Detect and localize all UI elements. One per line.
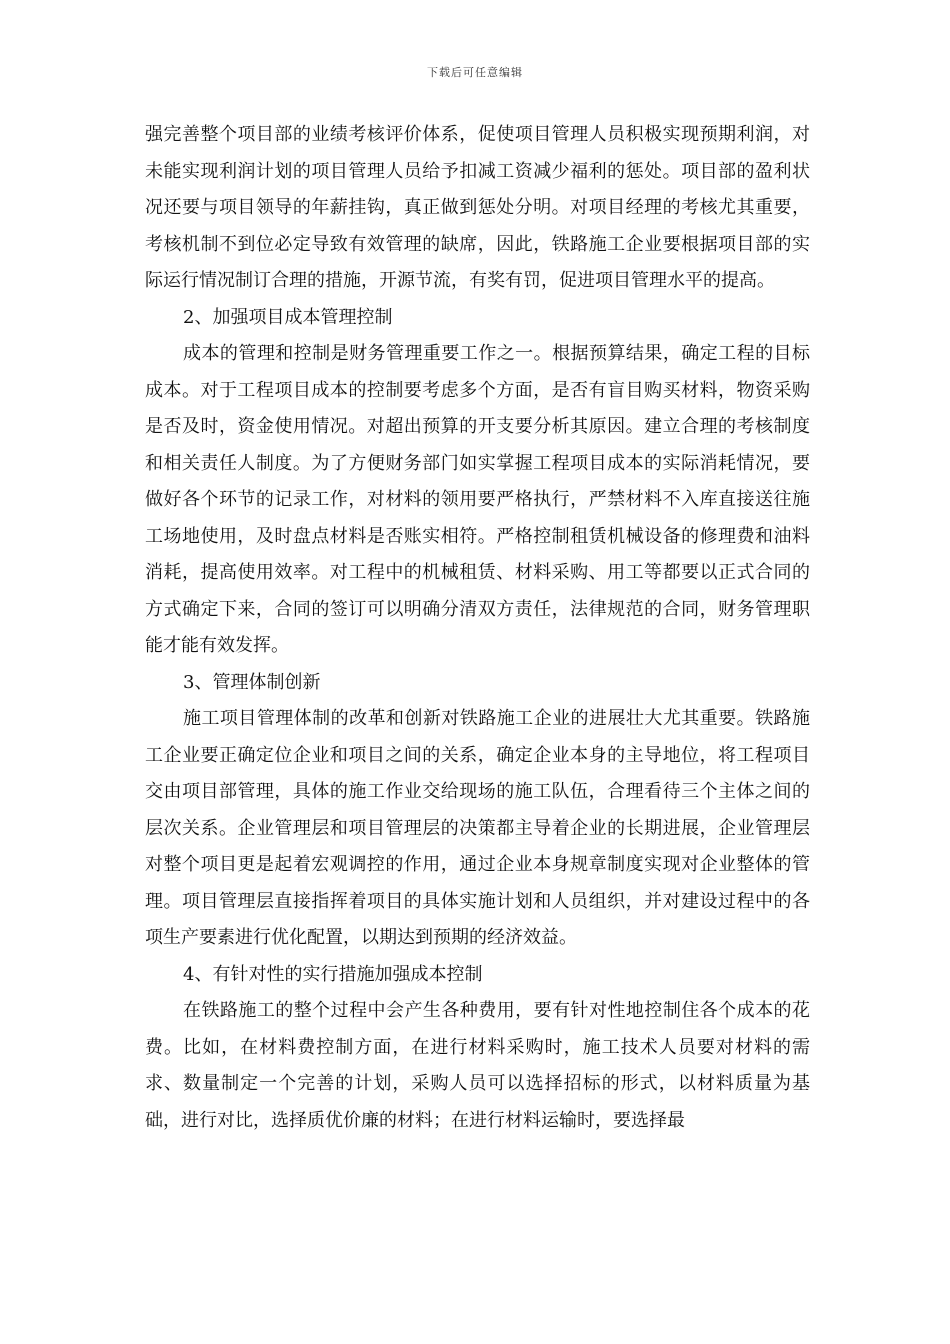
paragraph-system-innovation: 施工项目管理体制的改革和创新对铁路施工企业的进展壮大尤其重要。铁路施工企业要正确定位企业和项目之间的关系，确定企业本身的主导地位，将工程项目交由项目部管理，具体的施工作业交给现场的施工队伍，合理看待三个主体之间的层次关系。企业管理层和项目管理层的决策都主导着企业的长期进展，企业管理层对整个项目更是起着宏观调控的作用，通过企业本身规章制度实现对企业整体的管理。项目管理层直接指挥着项目的具体实施计划和人员组织，并对建设过程中的各项生产要素进行优化配置，以期达到预期的经济效益。 bbox=[145, 708, 810, 948]
document-body bbox=[145, 117, 810, 1139]
paragraph-targeted-measures: 在铁路施工的整个过程中会产生各种费用，要有针对性地控制住各个成本的花费。比如，在材料费控制方面，在进行材料采购时，施工技术人员要对材料的需求、数量制定一个完善的计划，采购人员可以选择招标的形式，以材料质量为基础，进行对比，选择质优价廉的材料；在进行材料运输时，要选择最 bbox=[145, 1000, 810, 1131]
section-heading-system-innovation: 3、管理体制创新 bbox=[183, 671, 321, 693]
section-heading-targeted-measures: 4、有针对性的实行措施加强成本控制 bbox=[183, 963, 483, 985]
section-heading-cost-control: 2、加强项目成本管理控制 bbox=[183, 306, 393, 328]
paragraph-performance-assessment: 强完善整个项目部的业绩考核评价体系，促使项目管理人员积极实现预期利润，对未能实现利润计划的项目管理人员给予扣减工资减少福利的惩处。项目部的盈利状况还要与项目领导的年薪挂钩，真正做到惩处分明。对项目经理的考核尤其重要，考核机制不到位必定导致有效管理的缺席，因此，铁路施工企业要根据项目部的实际运行情况制订合理的措施，开源节流，有奖有罚，促进项目管理水平的提高。 bbox=[145, 124, 810, 291]
paragraph-cost-control: 成本的管理和控制是财务管理重要工作之一。根据预算结果，确定工程的目标成本。对于工程项目成本的控制要考虑多个方面，是否有盲目购买材料，物资采购是否及时，资金使用情况。对超出预算的开支要分析其原因。建立合理的考核制度和相关责任人制度。为了方便财务部门如实掌握工程项目成本的实际消耗情况，要做好各个环节的记录工作，对材料的领用要严格执行，严禁材料不入库直接送往施工场地使用，及时盘点材料是否账实相符。严格控制租赁机械设备的修理费和油料消耗，提高使用效率。对工程中的机械租赁、材料采购、用工等都要以正式合同的方式确定下来，合同的签订可以明确分清双方责任，法律规范的合同，财务管理职能才能有效发挥。 bbox=[145, 343, 810, 656]
page-header: 下载后可任意编辑 bbox=[427, 66, 523, 79]
